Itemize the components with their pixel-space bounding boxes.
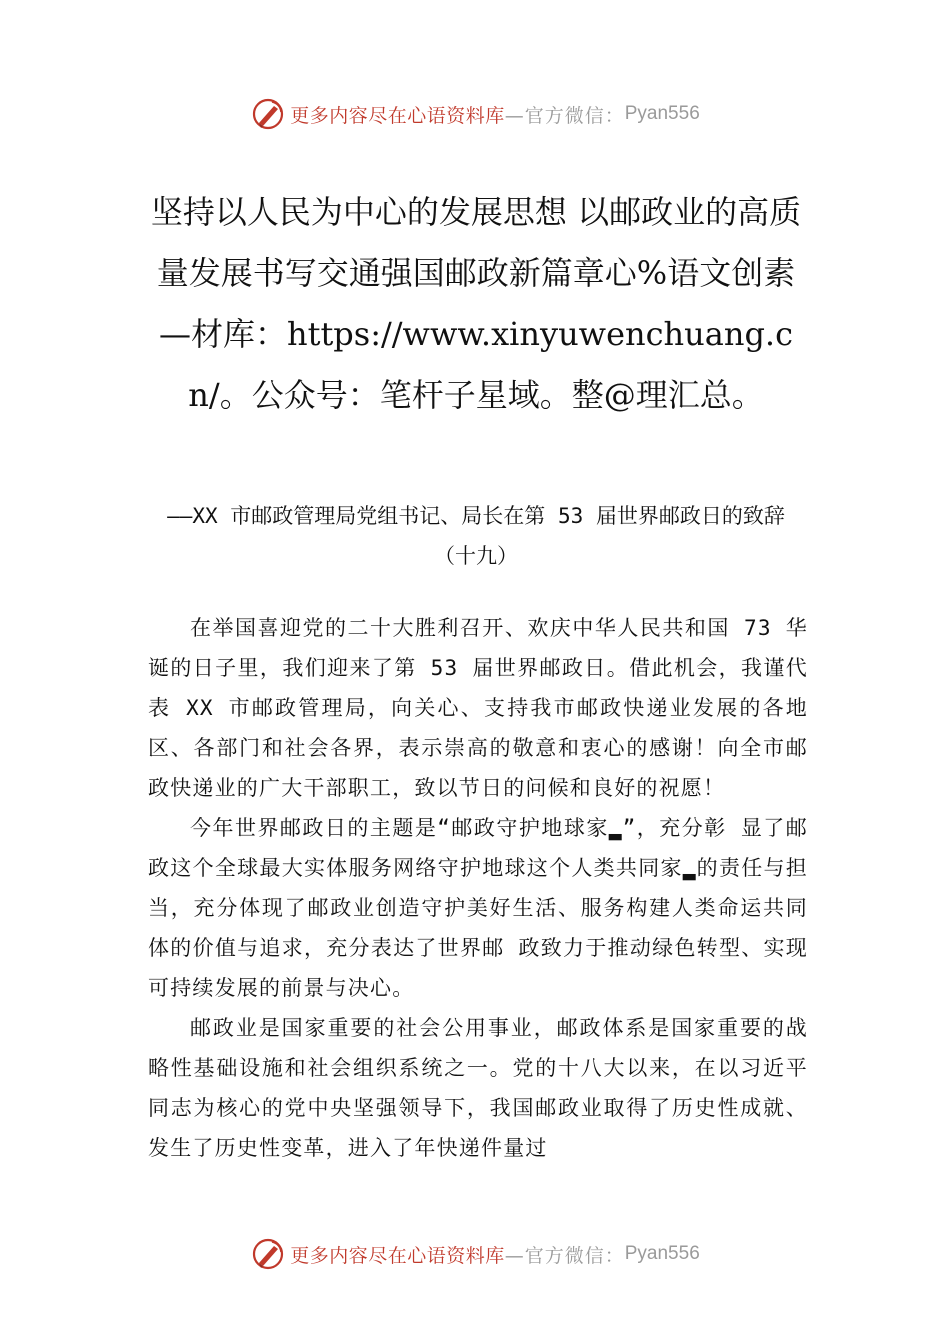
watermark-brand-text: 更多内容尽在心语资料库 bbox=[290, 1244, 505, 1267]
watermark-wechat-id: Pyan556 bbox=[624, 103, 700, 124]
document-subtitle: ——XX 市邮政管理局党组书记、局长在第 53 届世界邮政日的致辞（十九） bbox=[167, 504, 785, 568]
document-body bbox=[148, 608, 808, 1168]
watermark-separator-text: —官方微信： bbox=[504, 104, 625, 127]
watermark-brand-text: 更多内容尽在心语资料库 bbox=[290, 104, 505, 127]
watermark-banner-top bbox=[0, 92, 950, 136]
pen-logo-icon bbox=[250, 1236, 286, 1272]
body-paragraph-1: 在举国喜迎党的二十大胜利召开、欢庆中华人民共和国 73 华诞的日子里，我们迎来了第 53 届世界邮政日。借此机会，我谨代表 XX 市邮政管理局，向关心、支持我市邮政快递业发展的各地区、各部门和社会各界，表示崇高的敬意和衷心的感谢！向全市邮政快递业的广大干部职工，致以节日的问候和良好的祝愿！ bbox=[148, 616, 808, 800]
body-paragraph-3: 邮政业是国家重要的社会公用事业，邮政体系是国家重要的战略性基础设施和社会组织系统之一。党的十八大以来，在以习近平同志为核心的党中央坚强领导下，我国邮政业取得了历史性成就、发生了历史性变革，进入了年快递件量过 bbox=[148, 1016, 808, 1160]
watermark-wechat-id: Pyan556 bbox=[624, 1243, 700, 1264]
document-title: 坚持以人民为中心的发展思想 以邮政业的高质量发展书写交通强国邮政新篇章心%语文创素—材库：https://www.xinyuwenchuang.cn/。公众号：笔杆子星域。整@理汇总。 bbox=[150, 193, 802, 414]
watermark-separator-text: —官方微信： bbox=[504, 1244, 625, 1267]
pen-logo-icon bbox=[250, 96, 286, 132]
body-paragraph-2: 今年世界邮政日的主题是“邮政守护地球家▂”，充分彰 显了邮政这个全球最大实体服务网络守护地球这个人类共同家▂的责任与担当，充分体现了邮政业创造守护美好生活、服务构建人类命运共同体的价值与追求，充分表达了世界邮 政致力于推动绿色转型、实现可持续发展的前景与决心。 bbox=[148, 816, 808, 1000]
watermark-banner-bottom bbox=[0, 1232, 950, 1276]
